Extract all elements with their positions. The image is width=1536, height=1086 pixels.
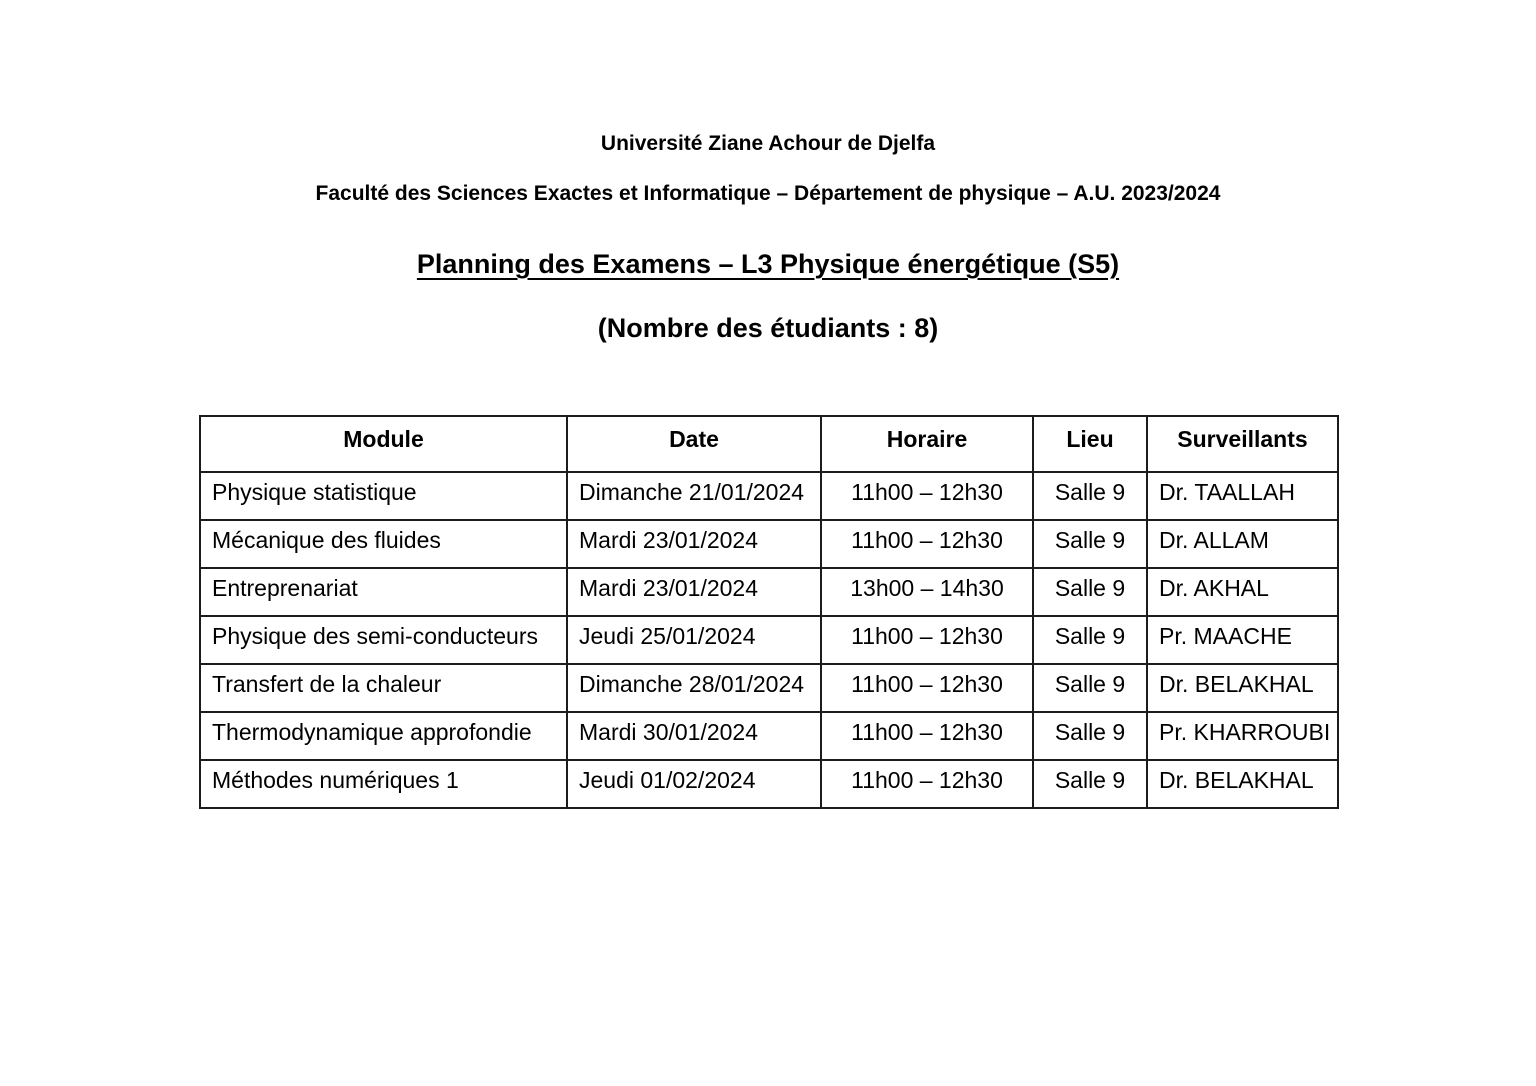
student-count-subtitle: (Nombre des étudiants : 8)	[597, 313, 939, 343]
exam-schedule-table	[199, 415, 1339, 809]
column-header-date: Date	[567, 416, 821, 472]
cell-module: Transfert de la chaleur	[200, 664, 567, 712]
cell-surveillant: Dr. TAALLAH	[1147, 472, 1338, 520]
cell-lieu: Salle 9	[1033, 712, 1147, 760]
cell-module: Mécanique des fluides	[200, 520, 567, 568]
column-header-lieu: Lieu	[1033, 416, 1147, 472]
cell-horaire: 11h00 – 12h30	[821, 664, 1033, 712]
cell-date: Dimanche 21/01/2024	[567, 472, 821, 520]
column-header-horaire: Horaire	[821, 416, 1033, 472]
cell-date: Jeudi 01/02/2024	[567, 760, 821, 808]
cell-horaire: 11h00 – 12h30	[821, 712, 1033, 760]
faculty-department-line: Faculté des Sciences Exactes et Informatique – Département de physique – A.U. 2023/2024	[315, 182, 1221, 205]
cell-module: Méthodes numériques 1	[200, 760, 567, 808]
cell-surveillant: Dr. ALLAM	[1147, 520, 1338, 568]
cell-lieu: Salle 9	[1033, 760, 1147, 808]
cell-module: Entreprenariat	[200, 568, 567, 616]
table-row	[200, 472, 1338, 520]
cell-surveillant: Dr. BELAKHAL	[1147, 664, 1338, 712]
page-title-text: Planning des Examens – L3 Physique énergétique (S5)	[416, 249, 1120, 279]
cell-date: Mardi 23/01/2024	[567, 568, 821, 616]
cell-lieu: Salle 9	[1033, 472, 1147, 520]
cell-lieu: Salle 9	[1033, 568, 1147, 616]
cell-surveillant: Pr. KHARROUBI	[1147, 712, 1338, 760]
cell-horaire: 11h00 – 12h30	[821, 520, 1033, 568]
table-row	[200, 616, 1338, 664]
column-header-module: Module	[200, 416, 567, 472]
cell-date: Dimanche 28/01/2024	[567, 664, 821, 712]
column-header-surveillants: Surveillants	[1147, 416, 1338, 472]
cell-surveillant: Pr. MAACHE	[1147, 616, 1338, 664]
cell-module: Physique des semi-conducteurs	[200, 616, 567, 664]
cell-surveillant: Dr. AKHAL	[1147, 568, 1338, 616]
page-title	[0, 249, 1536, 280]
cell-surveillant: Dr. BELAKHAL	[1147, 760, 1338, 808]
table-row	[200, 760, 1338, 808]
table-row	[200, 712, 1338, 760]
cell-date: Jeudi 25/01/2024	[567, 616, 821, 664]
cell-module: Thermodynamique approfondie	[200, 712, 567, 760]
cell-module: Physique statistique	[200, 472, 567, 520]
cell-lieu: Salle 9	[1033, 616, 1147, 664]
table-row	[200, 568, 1338, 616]
cell-date: Mardi 30/01/2024	[567, 712, 821, 760]
cell-lieu: Salle 9	[1033, 664, 1147, 712]
cell-date: Mardi 23/01/2024	[567, 520, 821, 568]
cell-lieu: Salle 9	[1033, 520, 1147, 568]
cell-horaire: 11h00 – 12h30	[821, 616, 1033, 664]
institution-name: Université Ziane Achour de Djelfa	[600, 132, 936, 155]
table-header-row	[200, 416, 1338, 472]
table-row	[200, 520, 1338, 568]
cell-horaire: 11h00 – 12h30	[821, 472, 1033, 520]
cell-horaire: 11h00 – 12h30	[821, 760, 1033, 808]
table-row	[200, 664, 1338, 712]
cell-horaire: 13h00 – 14h30	[821, 568, 1033, 616]
